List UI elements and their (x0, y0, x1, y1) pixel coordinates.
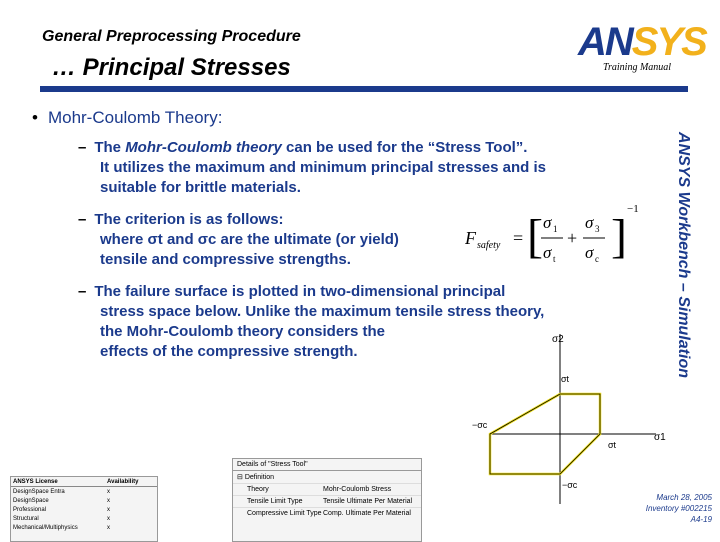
bullet-text: Mohr-Coulomb Theory: (47, 108, 223, 127)
details-row-theory[interactable] (233, 483, 421, 495)
details-key: Tensile Limit Type (247, 498, 303, 505)
availability-mark: x (107, 506, 110, 513)
details-section[interactable] (233, 471, 421, 483)
details-key: Compressive Limit Type (247, 510, 322, 517)
s2-line-3: tensile and compressive strengths. (100, 251, 351, 268)
s1-text-italic: Mohr-Coulomb theory (125, 139, 282, 156)
formula-num1: σ (543, 213, 552, 232)
s2-line-1: The criterion is as follows: (94, 211, 284, 228)
dash-icon: – (78, 211, 87, 228)
footer-page: A4-19 (690, 515, 712, 524)
s1-line-3: suitable for brittle materials. (100, 179, 301, 196)
sidebar-text: ANSYS Workbench – Simulation (675, 132, 692, 378)
table-row (11, 514, 157, 523)
neg-sigma-c-left-label: −σc (472, 420, 488, 430)
details-stress-tool-panel (232, 458, 422, 542)
details-row-compressive[interactable] (233, 507, 421, 519)
license-name: DesignSpace Entra (13, 488, 65, 495)
subpoint-2 (78, 210, 518, 270)
s1-line-2: It utilizes the maximum and minimum principal stresses and is (100, 159, 546, 176)
availability-mark: x (107, 524, 110, 531)
subpoint-1 (78, 138, 648, 198)
ansys-logo (578, 20, 706, 65)
sigma2-label: σ2 (552, 334, 564, 345)
neg-sigma-c-bottom-label: −σc (562, 480, 578, 490)
availability-mark: x (107, 488, 110, 495)
formula-num2: σ (585, 213, 594, 232)
availability-mark: x (107, 515, 110, 522)
formula-right-bracket: ] (611, 210, 627, 263)
availability-mark: x (107, 497, 110, 504)
sigma1-label: σ1 (654, 432, 666, 443)
formula-num1-sub: 1 (553, 224, 558, 234)
license-name: Professional (13, 506, 47, 513)
table-row (11, 487, 157, 496)
failure-surface-diagram (460, 326, 680, 506)
slide-title: … Principal Stresses (52, 54, 291, 81)
formula-exponent: −1 (627, 203, 639, 215)
logo-an: AN (578, 20, 632, 64)
s1-text-a: The (94, 139, 126, 156)
s3-line-2: stress space below. Unlike the maximum tensile stress theory, (100, 303, 545, 320)
license-name: DesignSpace (13, 497, 49, 504)
footer-inventory: Inventory #002215 (645, 504, 712, 513)
s3-line-1: The failure surface is plotted in two-dimensional principal (94, 283, 506, 300)
logo-sys: SYS (631, 20, 706, 64)
mohr-coulomb-formula (465, 198, 665, 278)
bullet-dot-icon: • (32, 108, 38, 127)
s3-line-3: the Mohr-Coulomb theory considers the (100, 323, 386, 340)
formula-den1: σ (543, 243, 552, 262)
footer-date: March 28, 2005 (656, 493, 712, 502)
collapse-icon[interactable]: ⊟ (237, 474, 245, 481)
formula-equals: = (513, 228, 524, 248)
header-rule (40, 86, 688, 92)
details-section-label: Definition (244, 474, 274, 481)
sigma-t-right-label: σt (608, 440, 617, 450)
dash-icon: – (78, 283, 87, 300)
formula-num2-sub: 3 (595, 224, 600, 234)
s2-line-2: where σt and σc are the ultimate (or yield) (100, 231, 399, 248)
formula-den1-sub: t (553, 254, 556, 264)
training-manual-label: Training Manual (603, 62, 672, 73)
formula-lhs-sub: safety (477, 240, 501, 251)
formula-plus: + (567, 228, 578, 248)
availability-header: Availability (107, 478, 139, 485)
footer (610, 492, 712, 525)
sigma-t-top-label: σt (561, 374, 570, 384)
formula-left-bracket: [ (527, 210, 543, 263)
details-value: Tensile Ultimate Per Material (323, 498, 413, 505)
license-header: ANSYS License (13, 478, 58, 485)
formula-den2: σ (585, 243, 594, 262)
formula-den2-sub: c (595, 254, 599, 264)
formula-lhs: F (465, 228, 476, 248)
s3-line-4: effects of the compressive strength. (100, 343, 358, 360)
table-row (11, 496, 157, 505)
details-row-tensile[interactable] (233, 495, 421, 507)
dash-icon: – (78, 139, 87, 156)
s1-text-c: can be used for the “Stress Tool”. (281, 139, 528, 156)
header-title: General Preprocessing Procedure (42, 28, 301, 45)
details-value: Mohr-Coulomb Stress (323, 486, 392, 493)
license-availability-table (10, 476, 158, 542)
table-row (11, 523, 157, 532)
details-title: Details of "Stress Tool" (233, 459, 421, 471)
bullet-heading (32, 108, 222, 128)
details-value: Comp. Ultimate Per Material (323, 510, 411, 517)
license-name: Structural (13, 515, 39, 522)
table-row (11, 505, 157, 514)
license-name: Mechanical/Multiphysics (13, 524, 78, 531)
details-key: Theory (247, 486, 269, 493)
